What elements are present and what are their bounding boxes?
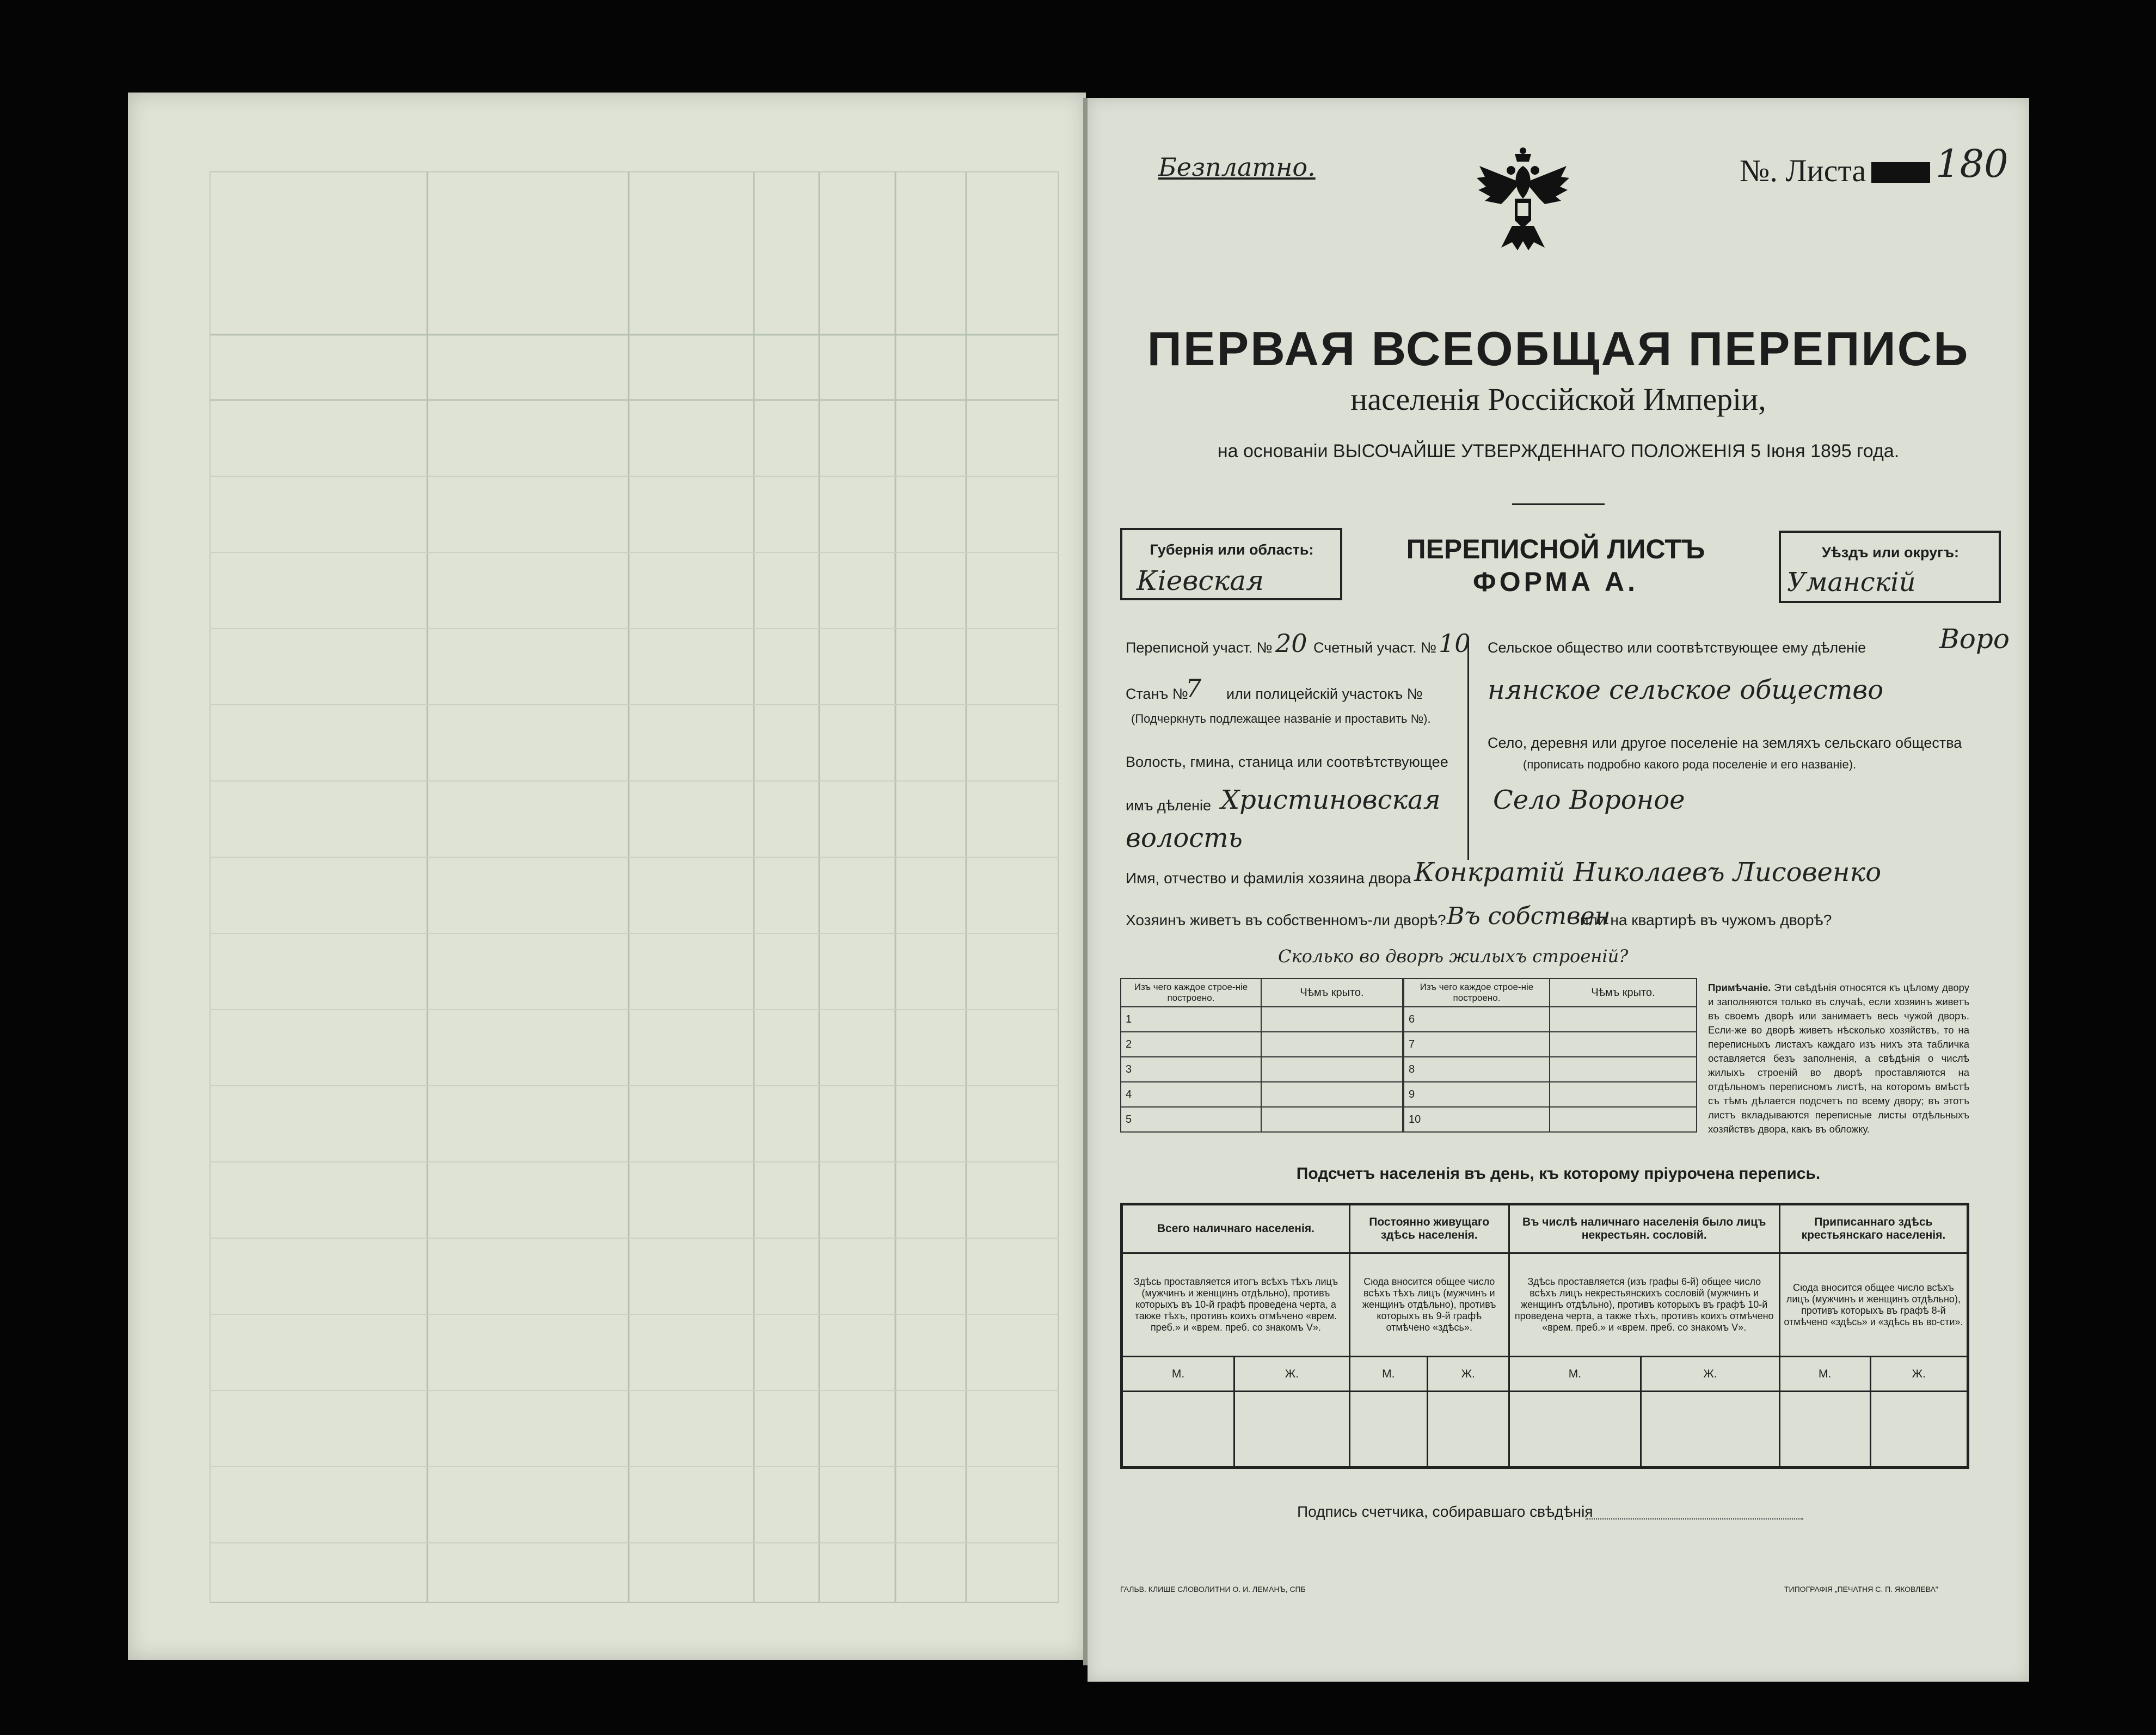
ornament-divider xyxy=(1512,503,1605,505)
count-unit-label: Счетный участ. № xyxy=(1313,639,1437,656)
uezd-value: Уманскій xyxy=(1787,567,1916,598)
uezd-label: Уѣздъ или округъ: xyxy=(1821,544,1960,561)
society-value-2: нянское сельское общество xyxy=(1488,675,1884,705)
pop-m-1: М. xyxy=(1122,1357,1234,1392)
police-label: или полицейскій участокъ № xyxy=(1226,686,1423,702)
col-material-2: Изъ чего каждое строе-ніе построено. xyxy=(1404,979,1550,1007)
left-page-grid xyxy=(210,171,1059,1603)
build-row-9: 9 xyxy=(1404,1082,1550,1107)
village-note: (прописать подробно какого рода поселеніе и его названіе). xyxy=(1523,758,1857,771)
stan-label: Станъ № xyxy=(1126,686,1188,702)
count-unit-value: 10 xyxy=(1439,629,1471,658)
pop-desc-total: Здѣсь проставляется итогъ всѣхъ тѣхъ лицъ (мужчинъ и женщинъ отдѣльно), противъ которыхъ въ 10-й графѣ проведена черта, а также тѣхъ, противъ коихъ отмѣчено «врем. преб.» и «врем. преб. со знакомъ V». xyxy=(1122,1253,1350,1357)
build-row-8: 8 xyxy=(1404,1057,1550,1082)
population-table xyxy=(1120,1203,1969,1469)
lives-value: Въ собствен xyxy=(1447,902,1611,930)
society-label: Сельское общество или соотвѣтствующее ему дѣленіе xyxy=(1488,639,1866,656)
pop-desc-permanent: Сюда вносится общее число всѣхъ тѣхъ лицъ (мужчинъ и женщинъ отдѣльно), противъ которыхъ въ 9-й графѣ отмѣчено «здѣсь». xyxy=(1349,1253,1509,1357)
population-title: Подсчетъ населенія въ день, къ которому пріурочена перепись. xyxy=(1296,1165,1821,1183)
col-roof: Чѣмъ крыто. xyxy=(1261,979,1403,1007)
gubernia-label: Губернія или область: xyxy=(1150,542,1314,558)
fields-divider xyxy=(1467,637,1469,860)
census-unit-value: 20 xyxy=(1275,629,1307,658)
volost-label: Волость, гмина, станица или соотвѣтствующее xyxy=(1126,754,1448,770)
sheet-number-value: 180 xyxy=(1936,141,2008,186)
volost-label-2: имъ дѣленіе xyxy=(1126,797,1212,814)
build-row-2: 2 xyxy=(1121,1032,1261,1057)
census-unit-label: Переписной участ. № xyxy=(1126,639,1273,656)
buildings-table-right xyxy=(1403,978,1697,1133)
village-label: Село, деревня или другое поселеніе на земляхъ сельскаго общества xyxy=(1488,735,1962,751)
stan-value: 7 xyxy=(1186,674,1202,703)
build-row-3: 3 xyxy=(1121,1057,1261,1082)
owner-value: Конкратій Николаевъ Лисовенко xyxy=(1414,857,1882,888)
pop-header-nonpeasant: Въ числѣ наличнаго населенія было лицъ некрестьян. сословій. xyxy=(1509,1204,1779,1253)
col-material: Изъ чего каждое строе-ніе построено. xyxy=(1121,979,1261,1007)
form-name: ФОРМА А. xyxy=(1473,567,1638,597)
volost-value: Христиновская xyxy=(1221,785,1441,815)
right-page xyxy=(1088,98,2029,1682)
col-roof-2: Чѣмъ крыто. xyxy=(1550,979,1697,1007)
pop-header-total: Всего наличнаго населенія. xyxy=(1122,1204,1350,1253)
page-subtitle: населенія Россійской Имперіи, xyxy=(1350,382,1766,417)
build-row-7: 7 xyxy=(1404,1032,1550,1057)
pop-m-3: М. xyxy=(1509,1357,1641,1392)
build-row-6: 6 xyxy=(1404,1007,1550,1032)
pop-zh-1: Ж. xyxy=(1234,1357,1350,1392)
note-lead: Примѣчаніе. xyxy=(1708,982,1771,993)
build-row-4: 4 xyxy=(1121,1082,1261,1107)
build-row-1: 1 xyxy=(1121,1007,1261,1032)
sheet-number-label: №. Листа xyxy=(1740,153,1866,188)
imperial-eagle-icon xyxy=(1469,144,1577,253)
society-value: Воро xyxy=(1939,623,2010,655)
underline-note: (Подчеркнуть подлежащее названіе и проставить №). xyxy=(1131,712,1431,725)
build-row-5: 5 xyxy=(1121,1107,1261,1132)
page-title: ПЕРВАЯ ВСЕОБЩАЯ ПЕРЕПИСЬ xyxy=(1147,322,1970,376)
pop-m-4: М. xyxy=(1779,1357,1870,1392)
buildings-table-left xyxy=(1120,978,1403,1133)
lives-label-2: или на квартирѣ въ чужомъ дворѣ? xyxy=(1580,912,1832,928)
pop-zh-2: Ж. xyxy=(1427,1357,1509,1392)
village-value: Село Вороное xyxy=(1493,785,1685,815)
build-row-10: 10 xyxy=(1404,1107,1550,1132)
note-text: Эти свѣдѣнія относятся къ цѣлому двору и заполняются только въ случаѣ, если хозяинъ живетъ въ своемъ дворѣ или занимаетъ весь чужой дворъ. Если-же во дворѣ живетъ нѣсколько хозяйствъ, то на переписныхъ листахъ каждаго изъ нихъ эта табличка оставляется безъ заполненія, а свѣдѣнія о числѣ жилыхъ строеній во дворѣ проставляются на отдѣльномъ переписномъ листѣ, на которомъ вмѣстѣ съ тѣмъ дѣлается подсчетъ по всему двору; въ этотъ листъ вкладываются переписные листы отдѣльныхъ хозяйствъ двора, какъ въ обложку. xyxy=(1708,982,1970,1135)
sheet-title: ПЕРЕПИСНОЙ ЛИСТЪ xyxy=(1406,534,1705,564)
redacted-mark xyxy=(1871,162,1930,183)
free-label: Безплатно. xyxy=(1158,152,1316,182)
left-page xyxy=(128,93,1086,1660)
pop-zh-3: Ж. xyxy=(1641,1357,1780,1392)
note-block xyxy=(1708,981,1969,1136)
volost-value-2: волость xyxy=(1126,823,1243,853)
gubernia-value: Кіевская xyxy=(1137,565,1264,596)
pop-desc-nonpeasant: Здѣсь проставляется (изъ графы 6-й) общее число всѣхъ лицъ некрестьянскихъ сословій (мужчинъ и женщинъ отдѣльно), противъ которыхъ въ графѣ 10-й проведена черта, а также тѣхъ, противъ коихъ отмѣчено «врем. преб.» и «врем. преб. со знакомъ V». xyxy=(1509,1253,1779,1357)
pop-zh-4: Ж. xyxy=(1870,1357,1968,1392)
pop-desc-peasant: Сюда вносится общее число всѣхъ лицъ (мужчинъ и женщинъ отдѣльно), противъ которыхъ въ графѣ 8-й отмѣчено «здѣсь» и «здѣсь въ во-сти». xyxy=(1779,1253,1968,1357)
buildings-label: Сколько во дворѣ жилыхъ строеній? xyxy=(1278,946,1629,967)
pop-m-2: М. xyxy=(1349,1357,1427,1392)
printer-left: ГАЛЬВ. КЛИШЕ СЛОВОЛИТНИ О. И. ЛЕМАНЪ, СПБ xyxy=(1120,1585,1306,1594)
owner-label: Имя, отчество и фамилія хозяина двора xyxy=(1126,870,1411,887)
pop-header-permanent: Постоянно живущаго здѣсь населенія. xyxy=(1349,1204,1509,1253)
printer-right: ТИПОГРАФІЯ „ПЕЧАТНЯ С. П. ЯКОВЛЕВА" xyxy=(1784,1585,1938,1594)
signature-line xyxy=(1586,1518,1803,1519)
legal-basis: на основаніи ВЫСОЧАЙШЕ УТВЕРЖДЕННАГО ПОЛОЖЕНІЯ 5 Іюня 1895 года. xyxy=(1217,441,1900,462)
pop-header-peasant: Приписаннаго здѣсь крестьянскаго населенія. xyxy=(1779,1204,1968,1253)
lives-label: Хозяинъ живетъ въ собственномъ-ли дворѣ? xyxy=(1126,912,1446,928)
signature-label: Подпись счетчика, собиравшаго свѣдѣнія xyxy=(1297,1503,1593,1520)
